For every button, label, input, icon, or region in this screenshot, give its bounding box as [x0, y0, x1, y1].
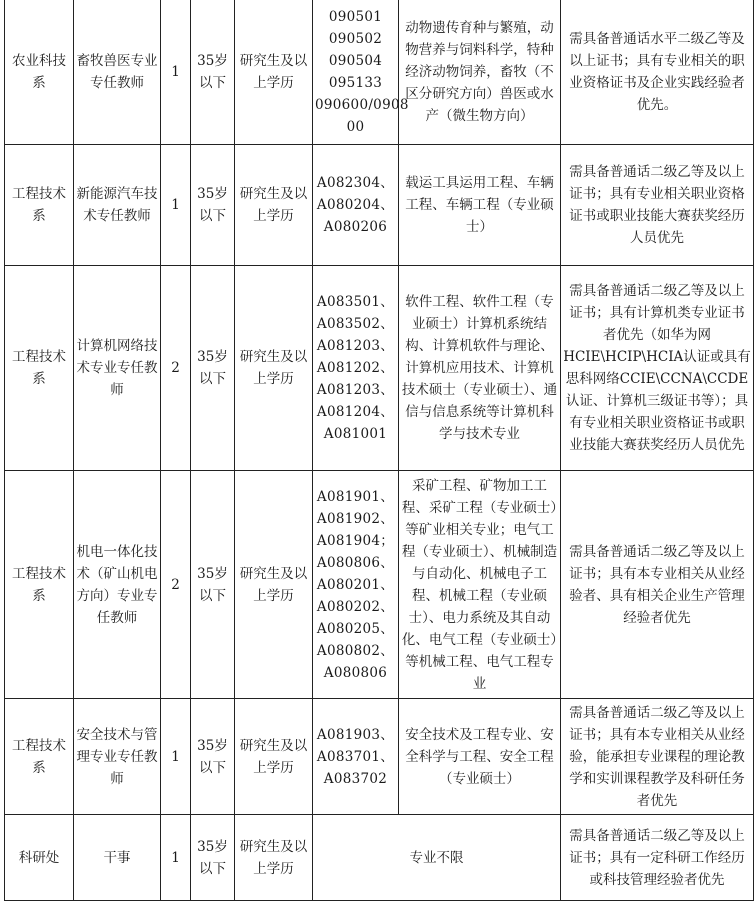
- major-code: A080201、: [316, 576, 395, 593]
- position-cell: 计算机网络技术专业专任教师: [74, 266, 161, 471]
- requirements-cell: 需具备普通话二级乙等及以上证书；具有一定科研工作经历或科技管理经验者优先: [561, 815, 754, 901]
- position-cell: 安全技术与管理专业专任教师: [74, 699, 161, 815]
- major-code: A081904；: [316, 532, 395, 549]
- major-code-cell: [313, 471, 399, 699]
- major-code: A081203、: [316, 338, 395, 354]
- education-cell: 研究生及以上学历: [235, 266, 313, 471]
- age-cell: 35岁以下: [191, 815, 235, 901]
- major-code: A083701、: [316, 748, 395, 765]
- major-name-cell: 动物遗传育种与繁殖，动物营养与饲料科学，特种经济动物饲养，畜牧（不区分研究方向）兽医或水产（微生物方向）: [399, 0, 561, 145]
- major-code: A081001: [323, 426, 388, 442]
- table-row: [5, 266, 754, 471]
- major-code: A081204、: [316, 404, 395, 420]
- major-code: A080202、: [316, 598, 395, 615]
- headcount-cell: 1: [161, 0, 191, 145]
- headcount-cell: 1: [161, 699, 191, 815]
- age-cell: 35岁以下: [191, 0, 235, 145]
- major-code: A080806、: [316, 554, 395, 571]
- major-code: A081203、: [316, 382, 395, 398]
- major-code: 090600/0908: [315, 96, 409, 113]
- requirements-cell: 需具备普通话二级乙等及以上证书；具有本专业相关从业经验，能承担专业课程的理论教学和实训课程教学及科研任务者优先: [561, 699, 754, 815]
- department-cell: 工程技术系: [5, 145, 74, 266]
- education-cell: 研究生及以上学历: [235, 145, 313, 266]
- table-body: [5, 0, 754, 901]
- headcount-cell: 1: [161, 815, 191, 901]
- major-code-cell: [313, 145, 399, 266]
- major-code: 090501: [328, 8, 383, 25]
- major-code: 090504: [328, 52, 383, 69]
- major-code-cell: [313, 266, 399, 471]
- major-code: A081901、: [316, 488, 395, 505]
- requirements-cell: 需具备普通话二级乙等及以上证书；具有本专业相关从业经验者、具有相关企业生产管理经验者优先: [561, 471, 754, 699]
- headcount-cell: 1: [161, 145, 191, 266]
- major-code: 090502: [328, 30, 383, 47]
- department-cell: 农业科技系: [5, 0, 74, 145]
- requirements-cell: 需具备普通话二级乙等及以上证书；具有计算机类专业证书者优先（如华为网HCIE\HCIP\HCIA认证或具有思科网络CCIE\CCNA\CCDE认证、计算机三级证书等）；具有专业相关职业资格证书或职业技能大赛获奖经历人员优先: [561, 266, 754, 471]
- major-code: A081202、: [316, 360, 395, 376]
- major-code: A083702: [323, 770, 388, 787]
- department-cell: 工程技术系: [5, 471, 74, 699]
- major-code: A080806: [323, 664, 388, 681]
- headcount-cell: 2: [161, 471, 191, 699]
- major-code: A083502、: [316, 316, 395, 332]
- major-name-cell: 载运工具运用工程、车辆工程、车辆工程（专业硕士）: [399, 145, 561, 266]
- major-code: A080205、: [316, 620, 395, 637]
- education-cell: 研究生及以上学历: [235, 815, 313, 901]
- major-code: A080204、: [316, 197, 395, 213]
- table-row: [5, 0, 754, 145]
- age-cell: 35岁以下: [191, 699, 235, 815]
- position-cell: 机电一体化技术（矿山机电方向）专业专任教师: [74, 471, 161, 699]
- major-code: A080206: [323, 219, 388, 235]
- major-name-cell: 软件工程、软件工程（专业硕士）计算机系统结构、计算机软件与理论、计算机应用技术、计算机技术硕士（专业硕士）、通信与信息系统等计算机科学与技术专业: [399, 266, 561, 471]
- table-row: [5, 815, 754, 901]
- major-code: A081903、: [316, 726, 395, 743]
- age-cell: 35岁以下: [191, 266, 235, 471]
- department-cell: 工程技术系: [5, 699, 74, 815]
- table-row: [5, 145, 754, 266]
- age-cell: 35岁以下: [191, 471, 235, 699]
- major-code: A080802、: [316, 642, 395, 659]
- requirements-cell: 需具备普通话二级乙等及以上证书；具有专业相关职业资格证书或职业技能大赛获奖经历人员优先: [561, 145, 754, 266]
- major-code: A081902、: [316, 510, 395, 527]
- major-name-cell: 安全技术及工程专业、安全科学与工程、安全工程（专业硕士）: [399, 699, 561, 815]
- position-cell: 新能源汽车技术专任教师: [74, 145, 161, 266]
- education-cell: 研究生及以上学历: [235, 471, 313, 699]
- major-code: 00: [346, 118, 365, 135]
- major-name-cell: 专业不限: [313, 815, 561, 901]
- department-cell: 科研处: [5, 815, 74, 901]
- age-cell: 35岁以下: [191, 145, 235, 266]
- major-code-cell: [313, 699, 399, 815]
- table-row: [5, 699, 754, 815]
- education-cell: 研究生及以上学历: [235, 0, 313, 145]
- education-cell: 研究生及以上学历: [235, 699, 313, 815]
- major-name-cell: 采矿工程、矿物加工工程、采矿工程（专业硕士）等矿业相关专业；电气工程（专业硕士）、机械制造与自动化、机械电子工程、机械工程（专业硕士）、电力系统及其自动化、电气工程（专业硕士）等机械工程、电气工程专业: [399, 471, 561, 699]
- table-row: [5, 471, 754, 699]
- major-code: A083501、: [316, 294, 395, 310]
- position-cell: 干事: [74, 815, 161, 901]
- requirements-cell: 需具备普通话水平二级乙等及以上证书；具有专业相关的职业资格证书及企业实践经验者优先。: [561, 0, 754, 145]
- position-cell: 畜牧兽医专业专任教师: [74, 0, 161, 145]
- headcount-cell: 2: [161, 266, 191, 471]
- recruitment-table: [4, 0, 754, 901]
- major-code-cell: [313, 0, 409, 145]
- department-cell: 工程技术系: [5, 266, 74, 471]
- major-code: 095133: [328, 74, 383, 91]
- major-code: A082304、: [316, 175, 395, 191]
